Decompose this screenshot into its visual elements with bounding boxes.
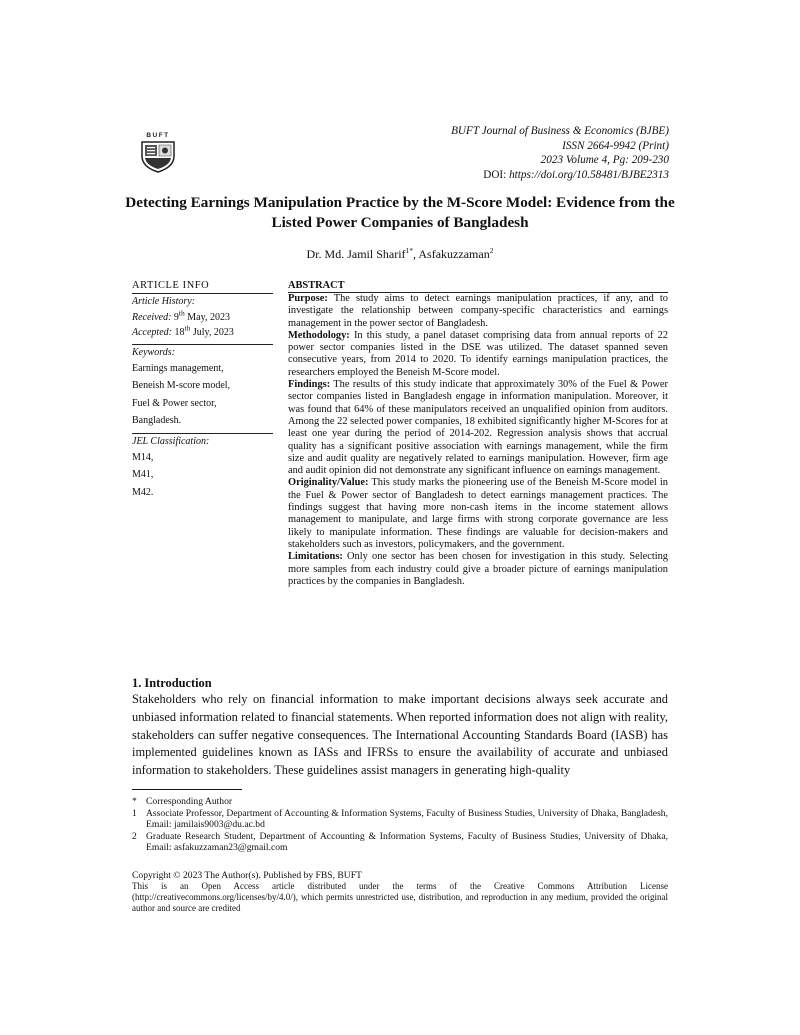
logo-text: BUFT bbox=[146, 132, 170, 139]
introduction-text: Stakeholders who rely on financial information to make important decisions always seek accurate and unbiased information related to financial statements. When reported information does not align with reality, stakeholders can suffer negative consequences. The International Accounting Standards Board (IASB) has implemented guidelines known as IASs and IFRSs to ensure the availability of accurate and unbiased information to stakeholders. These guidelines assist managers in generating high-quality bbox=[132, 692, 668, 778]
introduction-heading: 1. Introduction bbox=[132, 676, 212, 690]
abstract bbox=[288, 279, 668, 588]
jel-code: M41, bbox=[132, 469, 154, 480]
journal-name: BUFT Journal of Business & Economics (BJBE) bbox=[451, 125, 669, 137]
jel-code: M14, bbox=[132, 451, 154, 463]
copyright-line: Copyright © 2023 The Author(s). Published by FBS, BUFT bbox=[132, 870, 362, 881]
accepted-date: Accepted: 18th July, 2023 bbox=[132, 323, 234, 338]
keyword-item: Beneish M-score model, bbox=[132, 380, 231, 391]
footnote-item: * Corresponding Author bbox=[132, 796, 233, 807]
jel-section: JEL Classification: M14, M41, M42. bbox=[132, 433, 273, 502]
journal-volume: 2023 Volume 4, Pg: 209-230 bbox=[540, 154, 669, 167]
keyword-item: Fuel & Power sector, bbox=[132, 397, 217, 409]
introduction bbox=[132, 676, 668, 780]
author-1: Dr. Md. Jamil Sharif bbox=[306, 247, 406, 261]
author-line: Dr. Md. Jamil Sharif$^{1*}$, Asfakuzzaman$^2$ bbox=[306, 246, 494, 261]
keyword-item: Bangladesh. bbox=[132, 415, 182, 426]
abstract-methodology: Methodology: In this study, a panel dataset comprising data from annual reports of 22 power sector companies listed in the DSE was utilized. The dataset spanned seven consecutive years, from 2014 to 2020. To identify earnings manipulation practices, the researchers employed the Beneish M-Score model. bbox=[288, 329, 668, 378]
article-history: Article History: Received: 9th May, 2023 Accepted: 18th July, 2023 bbox=[132, 294, 273, 341]
journal-doi: DOI: https://doi.org/10.58481/BJBE2313 bbox=[483, 168, 669, 181]
journal-issn: ISSN 2664-9942 (Print) bbox=[562, 139, 669, 152]
abstract-limitations: Limitations: Only one sector has been chosen for investigation in this study. Selecting more samples from each industry could give a broader picture of earnings manipulation practices by the companies in Bangladesh. bbox=[288, 551, 668, 587]
journal-header bbox=[339, 124, 669, 182]
license-text: This is an Open Access article distributed under the terms of the Creative Commons Attribution License (http://creativecommons.org/licenses/by/4.0/), which permits unrestricted use, distribution, and reproduction in any medium, provided the original author and source are credited bbox=[132, 881, 668, 914]
abstract-originality: Originality/Value: This study marks the pioneering use of the Beneish M-Score model in the Fuel & Power sector of Bangladesh to detect earnings management practices. The findings suggest that having more non-cash items in the income statement allows management to manipulate, and large firms with strong corporate governance are less likely to manipulate information. These findings are valuable for decision-makers and stakeholders such as investors, policymakers, and the government. bbox=[288, 477, 668, 550]
journal-logo bbox=[136, 130, 180, 174]
paper-title: Detecting Earnings Manipulation Practice by the M-Score Model: Evidence from the Listed Power Companies of Bangladesh bbox=[125, 194, 675, 231]
keywords-section: Keywords: Earnings management, Beneish M-score model, Fuel & Power sector, Bangladesh. bbox=[132, 344, 273, 430]
author-2: Asfakuzzaman bbox=[418, 247, 490, 261]
article-info bbox=[132, 279, 273, 501]
abstract-heading: ABSTRACT bbox=[288, 279, 668, 293]
abstract-purpose: Purpose: The study aims to detect earnings manipulation practices, if any, and to investigate the relationship between company-specific characteristics and earnings management in the power sector of Bangladesh. bbox=[288, 293, 668, 329]
footnote-divider bbox=[132, 789, 242, 790]
article-info-heading: ARTICLE INFO bbox=[132, 279, 273, 294]
doi-link[interactable]: https://doi.org/10.58481/BJBE2313 bbox=[509, 168, 669, 181]
copyright-block bbox=[132, 870, 668, 914]
abstract-findings: Findings: The results of this study indicate that approximately 30% of the Fuel & Power sector companies listed in Bangladesh engage in information manipulation. Moreover, it was found that 64% of these manipulators received an unqualified opinion from auditors. Among the 22 selected power companies, 18 exhibited significantly higher M-Scores for at least one year during the period of 2014-202. Regression analysis shows that accrual quality has a significant positive association with earnings management, while the firm size and audit quality are negatively related to earnings manipulation. However, firm age and audit opinion did not demonstrate any significant influence on earnings management. bbox=[288, 379, 668, 477]
received-date: Received: 9th May, 2023 bbox=[132, 308, 230, 323]
jel-code: M42. bbox=[132, 486, 154, 498]
footnote-item: 2 Graduate Research Student, Department of Accounting & Information Systems, Faculty of Business Studies, University of Dhaka, Email: asfakuzzaman23@gmail.com bbox=[132, 830, 668, 854]
footnote-item: 1 Associate Professor, Department of Accounting & Information Systems, Faculty of Business Studies, University of Dhaka, Bangladesh, Email: jamilais9003@du.ac.bd bbox=[132, 807, 668, 831]
footnotes bbox=[132, 796, 668, 854]
keyword-item: Earnings management, bbox=[132, 362, 224, 374]
